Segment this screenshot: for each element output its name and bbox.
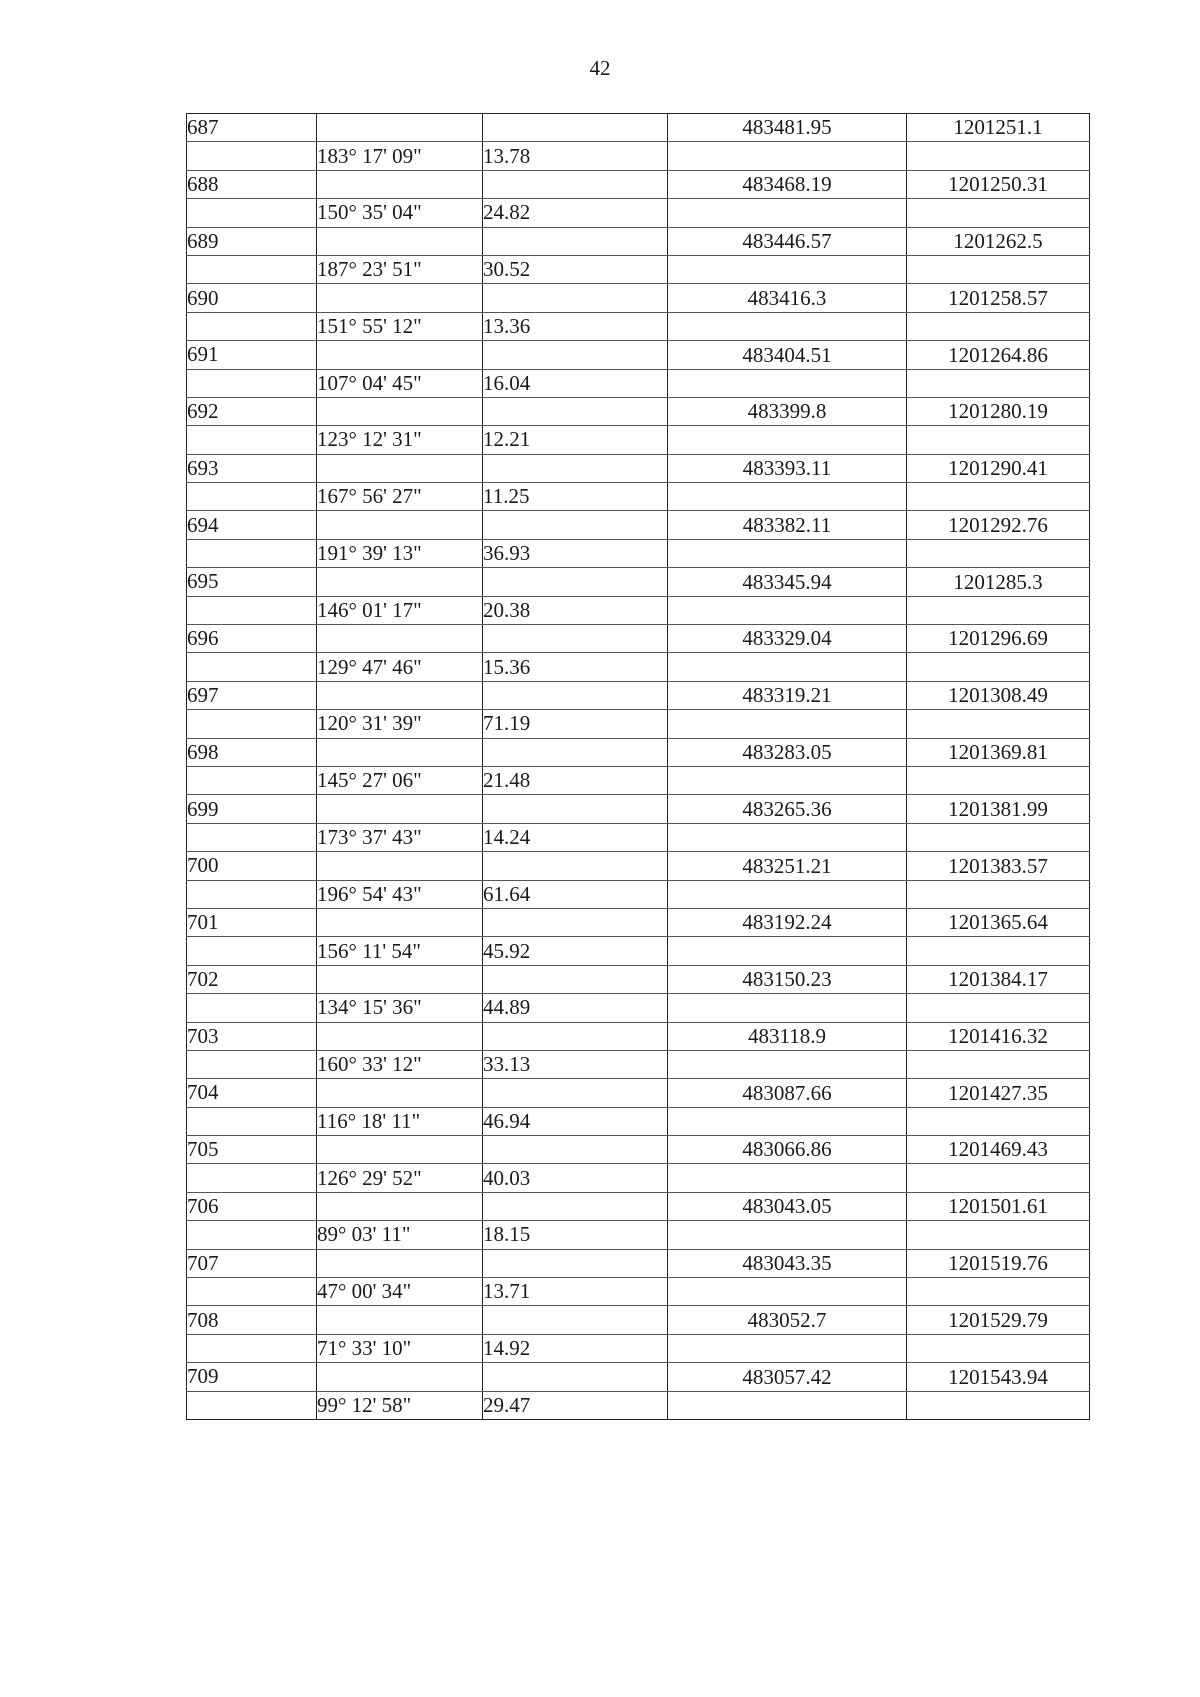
empty-cell <box>317 114 483 142</box>
distance-cell: 21.48 <box>483 766 668 794</box>
distance-cell: 13.36 <box>483 312 668 340</box>
bearing-cell: 150° 35' 04" <box>317 199 483 227</box>
table-row-point <box>187 1192 1090 1220</box>
empty-cell <box>187 994 317 1022</box>
empty-cell <box>187 1278 317 1306</box>
empty-cell <box>187 255 317 283</box>
x-coordinate-cell: 483265.36 <box>668 795 907 823</box>
empty-cell <box>317 1306 483 1334</box>
table-row-point <box>187 625 1090 653</box>
empty-cell <box>317 1192 483 1220</box>
empty-cell <box>187 1334 317 1362</box>
empty-cell <box>668 483 907 511</box>
distance-cell: 20.38 <box>483 596 668 624</box>
empty-cell <box>483 908 668 936</box>
table-row-point <box>187 681 1090 709</box>
table-row-leg <box>187 710 1090 738</box>
y-coordinate-cell: 1201251.1 <box>907 114 1090 142</box>
table-row-leg <box>187 823 1090 851</box>
table-row-leg <box>187 539 1090 567</box>
bearing-cell: 47° 00' 34" <box>317 1278 483 1306</box>
empty-cell <box>317 170 483 198</box>
table-row-leg <box>187 312 1090 340</box>
table-row-leg <box>187 426 1090 454</box>
empty-cell <box>187 1107 317 1135</box>
bearing-cell: 120° 31' 39" <box>317 710 483 738</box>
point-id-cell: 690 <box>187 284 317 312</box>
empty-cell <box>668 142 907 170</box>
y-coordinate-cell: 1201262.5 <box>907 227 1090 255</box>
empty-cell <box>187 142 317 170</box>
table-row-leg <box>187 880 1090 908</box>
bearing-cell: 156° 11' 54" <box>317 937 483 965</box>
empty-cell <box>187 766 317 794</box>
empty-cell <box>668 255 907 283</box>
empty-cell <box>317 965 483 993</box>
empty-cell <box>317 568 483 596</box>
bearing-cell: 187° 23' 51" <box>317 255 483 283</box>
point-id-cell: 705 <box>187 1136 317 1164</box>
table-row-point <box>187 1249 1090 1277</box>
empty-cell <box>907 1391 1090 1419</box>
bearing-cell: 89° 03' 11" <box>317 1221 483 1249</box>
distance-cell: 13.78 <box>483 142 668 170</box>
empty-cell <box>668 994 907 1022</box>
empty-cell <box>483 1022 668 1050</box>
table-row-leg <box>187 653 1090 681</box>
empty-cell <box>317 511 483 539</box>
table-row-leg <box>187 596 1090 624</box>
y-coordinate-cell: 1201469.43 <box>907 1136 1090 1164</box>
empty-cell <box>907 539 1090 567</box>
empty-cell <box>483 114 668 142</box>
point-id-cell: 693 <box>187 454 317 482</box>
distance-cell: 44.89 <box>483 994 668 1022</box>
point-id-cell: 695 <box>187 568 317 596</box>
table-row-point <box>187 568 1090 596</box>
x-coordinate-cell: 483192.24 <box>668 908 907 936</box>
point-id-cell: 707 <box>187 1249 317 1277</box>
point-id-cell: 687 <box>187 114 317 142</box>
bearing-cell: 134° 15' 36" <box>317 994 483 1022</box>
empty-cell <box>187 710 317 738</box>
distance-cell: 14.24 <box>483 823 668 851</box>
empty-cell <box>668 539 907 567</box>
empty-cell <box>668 653 907 681</box>
empty-cell <box>907 426 1090 454</box>
table-row-leg <box>187 937 1090 965</box>
table-row-point <box>187 795 1090 823</box>
empty-cell <box>668 312 907 340</box>
y-coordinate-cell: 1201285.3 <box>907 568 1090 596</box>
point-id-cell: 708 <box>187 1306 317 1334</box>
empty-cell <box>187 199 317 227</box>
distance-cell: 12.21 <box>483 426 668 454</box>
point-id-cell: 697 <box>187 681 317 709</box>
table-row-point <box>187 397 1090 425</box>
x-coordinate-cell: 483481.95 <box>668 114 907 142</box>
empty-cell <box>317 1249 483 1277</box>
empty-cell <box>907 766 1090 794</box>
empty-cell <box>187 1050 317 1078</box>
x-coordinate-cell: 483329.04 <box>668 625 907 653</box>
point-id-cell: 688 <box>187 170 317 198</box>
empty-cell <box>907 1221 1090 1249</box>
empty-cell <box>317 227 483 255</box>
x-coordinate-cell: 483150.23 <box>668 965 907 993</box>
table-row-leg <box>187 1050 1090 1078</box>
empty-cell <box>668 426 907 454</box>
empty-cell <box>907 653 1090 681</box>
empty-cell <box>483 1363 668 1391</box>
empty-cell <box>907 596 1090 624</box>
distance-cell: 14.92 <box>483 1334 668 1362</box>
point-id-cell: 696 <box>187 625 317 653</box>
empty-cell <box>483 1249 668 1277</box>
empty-cell <box>483 681 668 709</box>
distance-cell: 30.52 <box>483 255 668 283</box>
empty-cell <box>668 880 907 908</box>
table-row-leg <box>187 1391 1090 1419</box>
distance-cell: 13.71 <box>483 1278 668 1306</box>
empty-cell <box>187 823 317 851</box>
bearing-cell: 173° 37' 43" <box>317 823 483 851</box>
empty-cell <box>317 397 483 425</box>
bearing-cell: 151° 55' 12" <box>317 312 483 340</box>
bearing-cell: 116° 18' 11" <box>317 1107 483 1135</box>
empty-cell <box>668 1278 907 1306</box>
empty-cell <box>907 1107 1090 1135</box>
y-coordinate-cell: 1201416.32 <box>907 1022 1090 1050</box>
bearing-cell: 126° 29' 52" <box>317 1164 483 1192</box>
y-coordinate-cell: 1201296.69 <box>907 625 1090 653</box>
y-coordinate-cell: 1201519.76 <box>907 1249 1090 1277</box>
table-row-point <box>187 1136 1090 1164</box>
empty-cell <box>668 766 907 794</box>
table-row-point <box>187 284 1090 312</box>
y-coordinate-cell: 1201381.99 <box>907 795 1090 823</box>
point-id-cell: 704 <box>187 1079 317 1107</box>
distance-cell: 15.36 <box>483 653 668 681</box>
empty-cell <box>668 1334 907 1362</box>
empty-cell <box>187 1391 317 1419</box>
y-coordinate-cell: 1201250.31 <box>907 170 1090 198</box>
empty-cell <box>187 539 317 567</box>
empty-cell <box>317 908 483 936</box>
y-coordinate-cell: 1201427.35 <box>907 1079 1090 1107</box>
point-id-cell: 703 <box>187 1022 317 1050</box>
x-coordinate-cell: 483052.7 <box>668 1306 907 1334</box>
x-coordinate-cell: 483319.21 <box>668 681 907 709</box>
empty-cell <box>907 994 1090 1022</box>
empty-cell <box>317 795 483 823</box>
empty-cell <box>668 596 907 624</box>
empty-cell <box>483 511 668 539</box>
y-coordinate-cell: 1201383.57 <box>907 852 1090 880</box>
empty-cell <box>187 596 317 624</box>
empty-cell <box>317 284 483 312</box>
empty-cell <box>907 937 1090 965</box>
empty-cell <box>483 284 668 312</box>
empty-cell <box>907 1050 1090 1078</box>
x-coordinate-cell: 483043.05 <box>668 1192 907 1220</box>
empty-cell <box>907 369 1090 397</box>
empty-cell <box>907 1278 1090 1306</box>
table-row-point <box>187 1306 1090 1334</box>
x-coordinate-cell: 483399.8 <box>668 397 907 425</box>
empty-cell <box>483 1306 668 1334</box>
empty-cell <box>907 142 1090 170</box>
table-row-leg <box>187 1334 1090 1362</box>
empty-cell <box>668 1107 907 1135</box>
x-coordinate-cell: 483087.66 <box>668 1079 907 1107</box>
empty-cell <box>317 1136 483 1164</box>
distance-cell: 11.25 <box>483 483 668 511</box>
y-coordinate-cell: 1201365.64 <box>907 908 1090 936</box>
bearing-cell: 167° 56' 27" <box>317 483 483 511</box>
bearing-cell: 123° 12' 31" <box>317 426 483 454</box>
x-coordinate-cell: 483043.35 <box>668 1249 907 1277</box>
empty-cell <box>907 483 1090 511</box>
empty-cell <box>483 1192 668 1220</box>
empty-cell <box>187 483 317 511</box>
distance-cell: 16.04 <box>483 369 668 397</box>
x-coordinate-cell: 483468.19 <box>668 170 907 198</box>
table-row-leg <box>187 994 1090 1022</box>
bearing-cell: 183° 17' 09" <box>317 142 483 170</box>
table-row-leg <box>187 1164 1090 1192</box>
bearing-cell: 146° 01' 17" <box>317 596 483 624</box>
empty-cell <box>907 1334 1090 1362</box>
table-row-leg <box>187 199 1090 227</box>
distance-cell: 36.93 <box>483 539 668 567</box>
empty-cell <box>907 1164 1090 1192</box>
y-coordinate-cell: 1201529.79 <box>907 1306 1090 1334</box>
x-coordinate-cell: 483404.51 <box>668 341 907 369</box>
empty-cell <box>483 795 668 823</box>
table-row-point <box>187 738 1090 766</box>
empty-cell <box>668 937 907 965</box>
distance-cell: 45.92 <box>483 937 668 965</box>
distance-cell: 33.13 <box>483 1050 668 1078</box>
x-coordinate-cell: 483057.42 <box>668 1363 907 1391</box>
distance-cell: 29.47 <box>483 1391 668 1419</box>
table-row-point <box>187 852 1090 880</box>
bearing-cell: 145° 27' 06" <box>317 766 483 794</box>
empty-cell <box>483 625 668 653</box>
point-id-cell: 706 <box>187 1192 317 1220</box>
empty-cell <box>668 369 907 397</box>
empty-cell <box>483 965 668 993</box>
table-row-leg <box>187 1221 1090 1249</box>
coordinate-table <box>186 113 1090 1420</box>
table-row-leg <box>187 766 1090 794</box>
empty-cell <box>187 880 317 908</box>
point-id-cell: 694 <box>187 511 317 539</box>
x-coordinate-cell: 483283.05 <box>668 738 907 766</box>
bearing-cell: 71° 33' 10" <box>317 1334 483 1362</box>
point-id-cell: 701 <box>187 908 317 936</box>
y-coordinate-cell: 1201384.17 <box>907 965 1090 993</box>
empty-cell <box>483 454 668 482</box>
empty-cell <box>317 454 483 482</box>
empty-cell <box>668 710 907 738</box>
table-row-point <box>187 170 1090 198</box>
table-row-point <box>187 1079 1090 1107</box>
empty-cell <box>907 312 1090 340</box>
x-coordinate-cell: 483416.3 <box>668 284 907 312</box>
bearing-cell: 107° 04' 45" <box>317 369 483 397</box>
x-coordinate-cell: 483118.9 <box>668 1022 907 1050</box>
point-id-cell: 689 <box>187 227 317 255</box>
empty-cell <box>187 937 317 965</box>
table-row-point <box>187 908 1090 936</box>
page-number: 42 <box>589 56 611 80</box>
y-coordinate-cell: 1201258.57 <box>907 284 1090 312</box>
empty-cell <box>907 823 1090 851</box>
bearing-cell: 99° 12' 58" <box>317 1391 483 1419</box>
empty-cell <box>668 1391 907 1419</box>
table-row-point <box>187 454 1090 482</box>
x-coordinate-cell: 483251.21 <box>668 852 907 880</box>
empty-cell <box>483 397 668 425</box>
bearing-cell: 196° 54' 43" <box>317 880 483 908</box>
table-row-point <box>187 965 1090 993</box>
y-coordinate-cell: 1201290.41 <box>907 454 1090 482</box>
distance-cell: 24.82 <box>483 199 668 227</box>
x-coordinate-cell: 483382.11 <box>668 511 907 539</box>
distance-cell: 18.15 <box>483 1221 668 1249</box>
table-row-point <box>187 1363 1090 1391</box>
empty-cell <box>317 1022 483 1050</box>
empty-cell <box>187 653 317 681</box>
y-coordinate-cell: 1201308.49 <box>907 681 1090 709</box>
x-coordinate-cell: 483066.86 <box>668 1136 907 1164</box>
empty-cell <box>483 227 668 255</box>
bearing-cell: 160° 33' 12" <box>317 1050 483 1078</box>
empty-cell <box>483 738 668 766</box>
coordinate-table-body <box>187 114 1090 1420</box>
x-coordinate-cell: 483345.94 <box>668 568 907 596</box>
y-coordinate-cell: 1201501.61 <box>907 1192 1090 1220</box>
x-coordinate-cell: 483393.11 <box>668 454 907 482</box>
empty-cell <box>317 625 483 653</box>
empty-cell <box>187 312 317 340</box>
y-coordinate-cell: 1201369.81 <box>907 738 1090 766</box>
table-row-leg <box>187 369 1090 397</box>
empty-cell <box>668 1050 907 1078</box>
empty-cell <box>668 823 907 851</box>
empty-cell <box>317 681 483 709</box>
table-row-point <box>187 227 1090 255</box>
empty-cell <box>187 1221 317 1249</box>
table-row-leg <box>187 255 1090 283</box>
table-row-point <box>187 511 1090 539</box>
empty-cell <box>317 738 483 766</box>
empty-cell <box>907 255 1090 283</box>
table-row-leg <box>187 483 1090 511</box>
empty-cell <box>317 341 483 369</box>
table-row-point <box>187 341 1090 369</box>
table-row-leg <box>187 142 1090 170</box>
table-row-leg <box>187 1278 1090 1306</box>
empty-cell <box>907 880 1090 908</box>
distance-cell: 71.19 <box>483 710 668 738</box>
empty-cell <box>668 199 907 227</box>
empty-cell <box>317 1363 483 1391</box>
empty-cell <box>187 1164 317 1192</box>
empty-cell <box>483 1136 668 1164</box>
distance-cell: 61.64 <box>483 880 668 908</box>
empty-cell <box>483 341 668 369</box>
distance-cell: 40.03 <box>483 1164 668 1192</box>
point-id-cell: 702 <box>187 965 317 993</box>
empty-cell <box>668 1221 907 1249</box>
bearing-cell: 191° 39' 13" <box>317 539 483 567</box>
x-coordinate-cell: 483446.57 <box>668 227 907 255</box>
empty-cell <box>187 369 317 397</box>
empty-cell <box>317 852 483 880</box>
empty-cell <box>907 710 1090 738</box>
empty-cell <box>483 568 668 596</box>
empty-cell <box>483 1079 668 1107</box>
table-row-point <box>187 1022 1090 1050</box>
y-coordinate-cell: 1201280.19 <box>907 397 1090 425</box>
empty-cell <box>668 1164 907 1192</box>
empty-cell <box>187 426 317 454</box>
point-id-cell: 700 <box>187 852 317 880</box>
empty-cell <box>907 199 1090 227</box>
empty-cell <box>317 1079 483 1107</box>
y-coordinate-cell: 1201292.76 <box>907 511 1090 539</box>
y-coordinate-cell: 1201264.86 <box>907 341 1090 369</box>
bearing-cell: 129° 47' 46" <box>317 653 483 681</box>
distance-cell: 46.94 <box>483 1107 668 1135</box>
point-id-cell: 699 <box>187 795 317 823</box>
point-id-cell: 709 <box>187 1363 317 1391</box>
point-id-cell: 691 <box>187 341 317 369</box>
y-coordinate-cell: 1201543.94 <box>907 1363 1090 1391</box>
point-id-cell: 698 <box>187 738 317 766</box>
table-row-point <box>187 114 1090 142</box>
table-row-leg <box>187 1107 1090 1135</box>
empty-cell <box>483 170 668 198</box>
point-id-cell: 692 <box>187 397 317 425</box>
empty-cell <box>483 852 668 880</box>
